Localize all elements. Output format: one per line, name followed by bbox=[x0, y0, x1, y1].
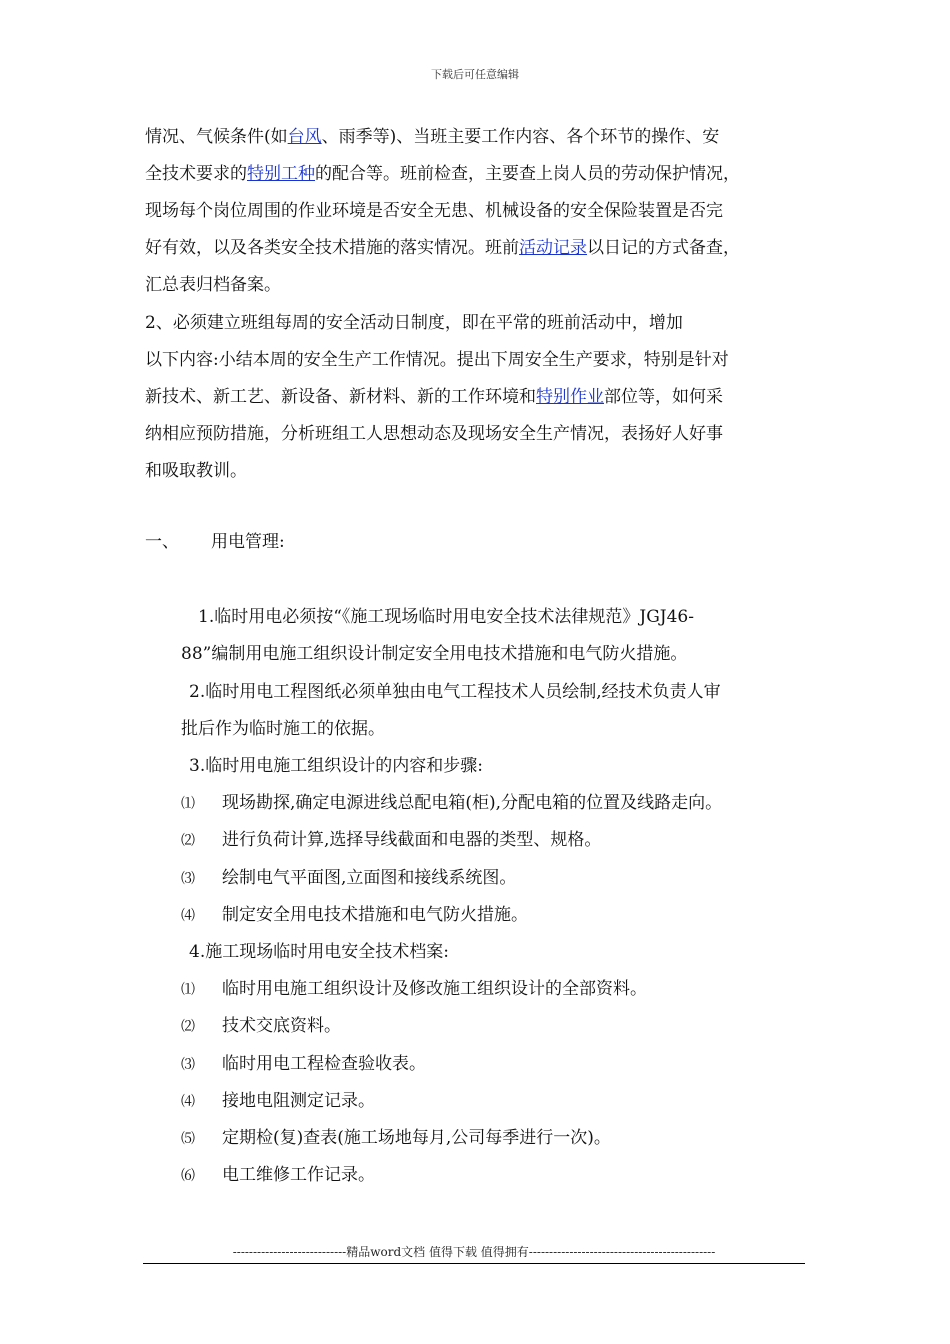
list-number: ⑹ bbox=[181, 1168, 195, 1184]
list-number: ⑴ bbox=[181, 796, 195, 812]
list-item-text: 接地电阻测定记录。 bbox=[222, 1091, 375, 1111]
item1-line1: 1.临时用电必须按“《施工现场临时用电安全技术法律规范》JGJ46- bbox=[198, 607, 694, 627]
list-item bbox=[181, 1052, 195, 1077]
item2-line1: 2.临时用电工程图纸必须单独由电气工程技术人员绘制,经技术负责人审 bbox=[189, 682, 721, 702]
list-item-text: 电工维修工作记录。 bbox=[222, 1165, 375, 1185]
list-item bbox=[181, 1126, 195, 1151]
text: 以日记的方式备查， bbox=[587, 238, 740, 258]
list-number: ⑷ bbox=[181, 908, 195, 924]
para2-line2: 以下内容:小结本周的安全生产工作情况。提出下周安全生产要求，特别是针对 bbox=[145, 350, 729, 370]
item2-line2: 批后作为临时施工的依据。 bbox=[181, 719, 385, 739]
list-item-text: 技术交底资料。 bbox=[222, 1016, 341, 1036]
list-item bbox=[181, 791, 195, 816]
link-special-trade[interactable]: 特别工种 bbox=[247, 164, 315, 184]
list-item bbox=[181, 1089, 195, 1114]
list-item-text: 绘制电气平面图,立面图和接线系统图。 bbox=[222, 868, 517, 888]
para1-line2 bbox=[145, 162, 740, 186]
list-number: ⑶ bbox=[181, 871, 195, 887]
section-title: 用电管理: bbox=[211, 532, 285, 552]
para2-line3 bbox=[145, 385, 723, 409]
text: 情况、气候条件(如 bbox=[145, 127, 288, 147]
item3-heading: 3.临时用电施工组织设计的内容和步骤: bbox=[189, 756, 483, 776]
para2-line5: 和吸取教训。 bbox=[145, 461, 247, 481]
list-number: ⑵ bbox=[181, 833, 195, 849]
list-number: ⑶ bbox=[181, 1057, 195, 1073]
item1-line2: 88”编制用电施工组织设计制定安全用电技术措施和电气防火措施。 bbox=[181, 644, 688, 664]
para1-line4 bbox=[145, 236, 740, 260]
list-item bbox=[181, 903, 195, 928]
list-item bbox=[181, 977, 195, 1002]
text: 部位等，如何采 bbox=[604, 387, 723, 407]
link-activity-record[interactable]: 活动记录 bbox=[519, 238, 587, 258]
list-item bbox=[181, 828, 195, 853]
text: 新技术、新工艺、新设备、新材料、新的工作环境和 bbox=[145, 387, 536, 407]
footer-rule bbox=[143, 1263, 805, 1264]
list-number: ⑴ bbox=[181, 982, 195, 998]
list-item-text: 现场勘探,确定电源进线总配电箱(柜),分配电箱的位置及线路走向。 bbox=[222, 793, 723, 813]
list-item-text: 制定安全用电技术措施和电气防火措施。 bbox=[222, 905, 528, 925]
list-number: ⑵ bbox=[181, 1019, 195, 1035]
para2-line4: 纳相应预防措施，分析班组工人思想动态及现场安全生产情况，表扬好人好事 bbox=[145, 424, 723, 444]
page-header: 下载后可任意编辑 bbox=[431, 68, 519, 81]
para1-line5: 汇总表归档备案。 bbox=[145, 275, 281, 295]
list-item-text: 临时用电工程检查验收表。 bbox=[222, 1054, 426, 1074]
list-item-text: 进行负荷计算,选择导线截面和电器的类型、规格。 bbox=[222, 830, 602, 850]
page-footer: ----------------------------精品word文档 值得下载 值得拥有---------------------------------------------- bbox=[232, 1245, 716, 1259]
list-number: ⑸ bbox=[181, 1131, 195, 1147]
section-number: 一、 bbox=[145, 532, 179, 552]
list-number: ⑷ bbox=[181, 1094, 195, 1110]
list-item bbox=[181, 866, 195, 891]
para1-line3: 现场每个岗位周围的作业环境是否安全无患、机械设备的安全保险装置是否完 bbox=[145, 201, 723, 221]
text: 好有效，以及各类安全技术措施的落实情况。班前 bbox=[145, 238, 519, 258]
list-item bbox=[181, 1014, 195, 1039]
para1-line1 bbox=[145, 125, 719, 149]
para2-line1: 2、必须建立班组每周的安全活动日制度，即在平常的班前活动中，增加 bbox=[145, 313, 683, 333]
item4-heading: 4.施工现场临时用电安全技术档案: bbox=[189, 942, 449, 962]
link-typhoon[interactable]: 台风 bbox=[287, 127, 322, 147]
list-item-text: 定期检(复)查表(施工场地每月,公司每季进行一次)。 bbox=[222, 1128, 611, 1148]
list-item bbox=[181, 1163, 195, 1188]
text: 、雨季等)、当班主要工作内容、各个环节的操作、安 bbox=[321, 127, 720, 147]
link-special-operation[interactable]: 特别作业 bbox=[536, 387, 604, 407]
text: 全技术要求的 bbox=[145, 164, 247, 184]
text: 的配合等。班前检查，主要查上岗人员的劳动保护情况， bbox=[315, 164, 740, 184]
list-item-text: 临时用电施工组织设计及修改施工组织设计的全部资料。 bbox=[222, 979, 647, 999]
